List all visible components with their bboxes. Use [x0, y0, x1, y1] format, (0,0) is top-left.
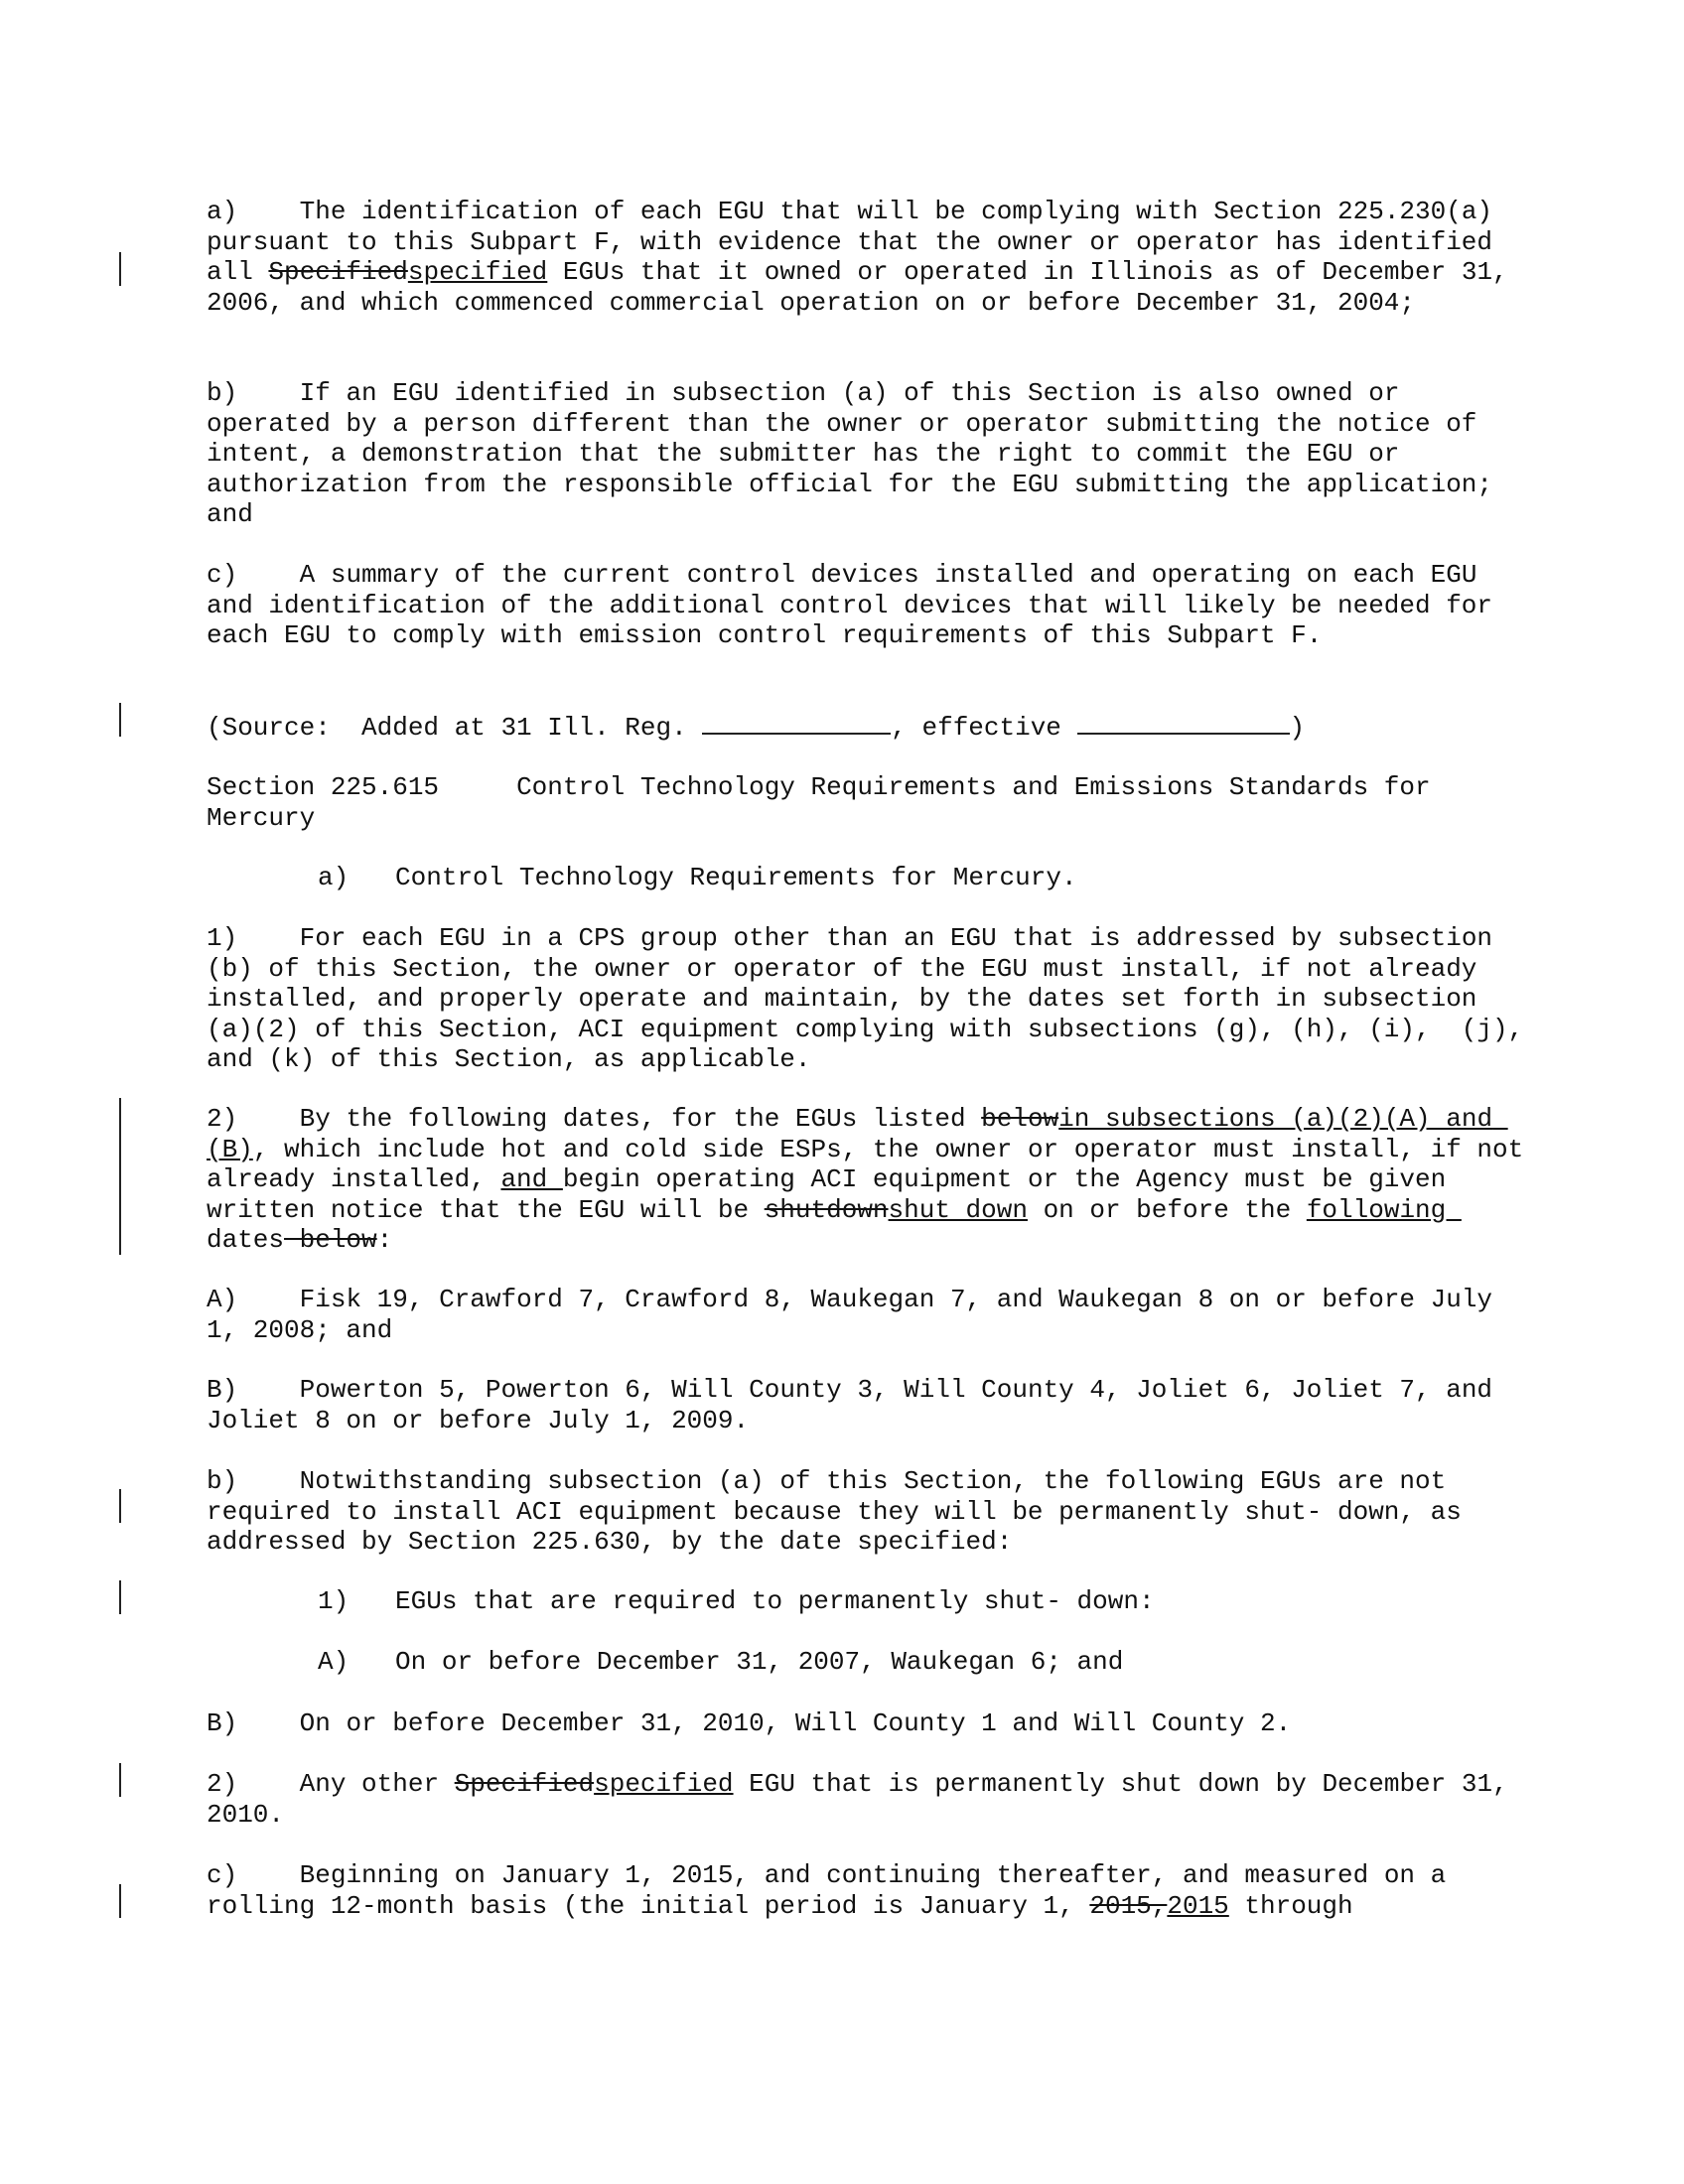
paragraph-text: dates [207, 1225, 285, 1255]
paragraph-text: Any other [299, 1769, 455, 1799]
change-bar [119, 1580, 121, 1614]
deleted-text: 2015, [1089, 1890, 1168, 1921]
paragraph-label: c) [207, 1860, 238, 1890]
source-note [207, 711, 1537, 744]
paragraph-text: EGUs that are required to permanently shut- down: [395, 1586, 1155, 1616]
change-bar [119, 252, 121, 286]
section-title: Control Technology Requirements and Emissions Standards for Mercury [207, 772, 1447, 833]
inserted-text: specified [407, 257, 548, 287]
deleted-text: below [981, 1104, 1059, 1134]
paragraph-label: a) [207, 197, 238, 226]
change-bar [119, 1763, 121, 1797]
paragraph-B [207, 1375, 1537, 1435]
change-bar [119, 703, 121, 737]
inserted-text: specified [594, 1769, 734, 1799]
paragraph-text: EGU that is permanently shut down by December 31, 2010. [207, 1769, 1524, 1830]
subsection-c [207, 1860, 1537, 1921]
paragraph-text: Powerton 5, Powerton 6, Will County 3, Will County 4, Joliet 6, Joliet 7, and Joliet 8 on or before July 1, 2009. [207, 1375, 1508, 1435]
paragraph-bB [207, 1708, 1537, 1739]
paragraph-1 [207, 923, 1537, 1075]
paragraph-label: 1) [207, 923, 238, 953]
paragraph-label: 2) [207, 1104, 238, 1134]
paragraph-2 [207, 1104, 1537, 1256]
change-bar [119, 1098, 121, 1255]
paragraph-label: A) [318, 1647, 350, 1677]
paragraph-label: A) [207, 1285, 238, 1314]
paragraph-text: On or before December 31, 2010, Will County 1 and Will County 2. [299, 1708, 1292, 1738]
deleted-text: shutdown [764, 1194, 889, 1225]
paragraph-text: Fisk 19, Crawford 7, Crawford 8, Waukegan 7, and Waukegan 8 on or before July 1, 2008; and [207, 1285, 1508, 1345]
paragraph-label: B) [207, 1708, 238, 1738]
paragraph-text: through [1228, 1890, 1353, 1921]
change-bar [119, 1884, 121, 1918]
paragraph-text: : [376, 1225, 393, 1255]
section-heading [207, 772, 1537, 833]
paragraph-bA [318, 1647, 1509, 1678]
paragraph-b1 [318, 1586, 1509, 1617]
source-text: ) [1289, 713, 1306, 743]
paragraph-b2 [207, 1769, 1537, 1830]
paragraph-label: 2) [207, 1769, 238, 1799]
paragraph-text: By the following dates, for the EGUs listed [299, 1104, 982, 1134]
paragraph-label: 1) [318, 1586, 350, 1616]
paragraph-text: EGUs that it owned or operated in Illinois as of December 31, 2006, and which commenced commercial operation on or before December 31, 2004; [207, 257, 1524, 318]
inserted-text: and [500, 1164, 563, 1194]
paragraph-text: A summary of the current control devices installed and operating on each EGU and identification of the additional control devices that will likely be needed for each EGU to comply with emission control requirements of this Subpart F. [207, 560, 1508, 650]
blank-line [702, 711, 891, 735]
subsection-a [318, 863, 1509, 893]
paragraph-label: b) [207, 1466, 238, 1496]
paragraph-a [207, 197, 1537, 318]
paragraph-label: a) [318, 863, 350, 892]
inserted-text: following [1306, 1194, 1462, 1225]
source-text: , effective [891, 713, 1077, 743]
paragraph-c [207, 560, 1537, 651]
paragraph-text: The identification of each EGU that will be complying with Section 225.230(a) pursuant to this Subpart F, with evidence that the owner or operator has identified all [207, 197, 1508, 287]
subsection-b [207, 1466, 1537, 1558]
inserted-text: 2015 [1167, 1890, 1229, 1921]
deleted-text: Specified [268, 257, 408, 287]
paragraph-text: on or before the [1027, 1194, 1307, 1225]
blank-line [1077, 711, 1290, 735]
section-number: Section 225.615 [207, 772, 440, 802]
paragraph-label: c) [207, 560, 238, 590]
paragraph-text: Control Technology Requirements for Mercury. [395, 863, 1077, 892]
paragraph-text: Beginning on January 1, 2015, and continuing thereafter, and measured on a rolling 12-month basis (the initial period is January 1, [207, 1860, 1462, 1921]
change-bar [119, 1489, 121, 1523]
paragraph-text: Notwithstanding subsection (a) of this Section, the following EGUs are not required to install ACI equipment because they will be permanently shut- down, as addressed by Section 225.630, by the date specified: [207, 1466, 1477, 1557]
paragraph-text: If an EGU identified in subsection (a) of this Section is also owned or operated by a person different than the owner or operator submitting the notice of intent, a demonstration that the submitter has the right to commit the EGU or authorization from the responsible official for the EGU submitting the application; and [207, 378, 1508, 529]
paragraph-text: , which include hot and cold side ESPs, the owner or operator must install, if not already installed, [207, 1134, 1539, 1194]
inserted-text: in subsections (a)(2)(A) and (B) [207, 1104, 1508, 1164]
source-text: (Source: Added at 31 Ill. Reg. [207, 713, 703, 743]
paragraph-text: For each EGU in a CPS group other than an EGU that is addressed by subsection (b) of this Section, the owner or operator of the EGU must install, if not already installed, and properly operate and maintain, by the dates set forth in subsection (a)(2) of this Section, ACI equipment complying with subsections (g), (h), (i), (j), and (k) of this Section, as applicable. [207, 923, 1539, 1074]
paragraph-label: B) [207, 1375, 238, 1405]
paragraph-text: begin operating ACI equipment or the Agency must be given written notice that the EGU will be [207, 1164, 1462, 1225]
paragraph-text: On or before December 31, 2007, Waukegan 6; and [395, 1647, 1124, 1677]
paragraph-b [207, 378, 1537, 530]
deleted-text: below [284, 1225, 377, 1255]
paragraph-label: b) [207, 378, 238, 408]
deleted-text: Specified [454, 1769, 595, 1799]
paragraph-A [207, 1285, 1537, 1345]
inserted-text: shut down [888, 1194, 1028, 1225]
